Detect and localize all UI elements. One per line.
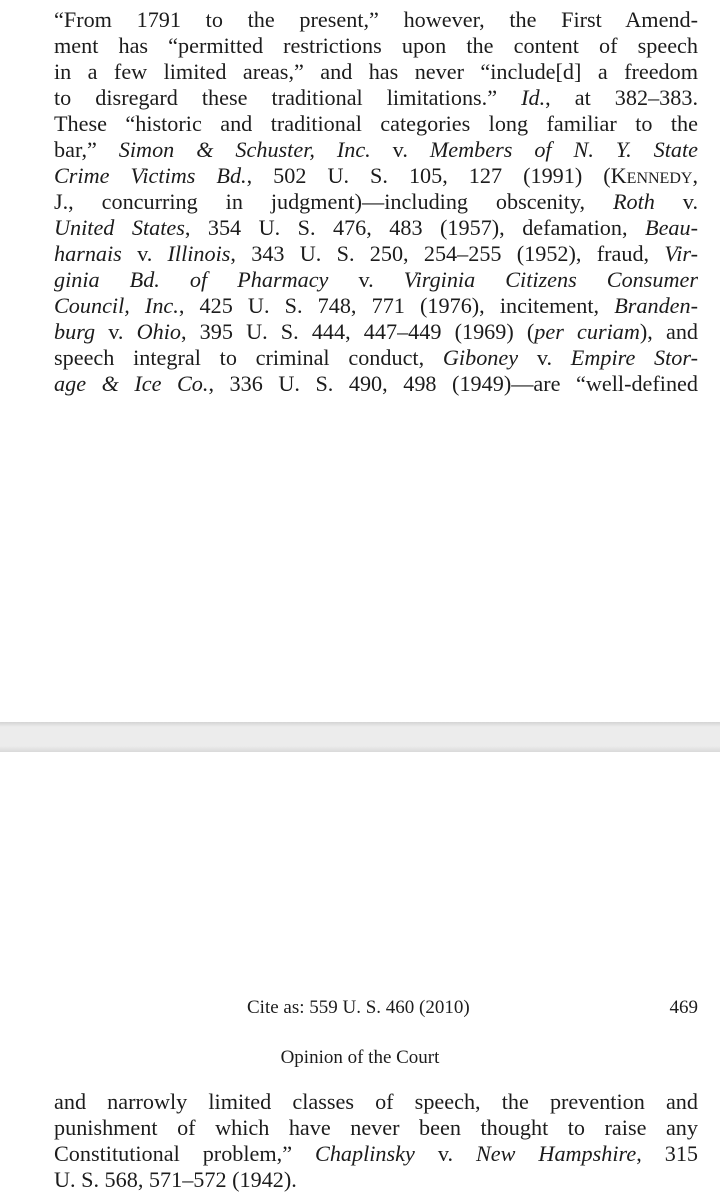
text-line: to disregard these traditional limitations.” Id., at 382–383. [54,86,698,110]
text-line: harnais v. Illinois, 343 U. S. 250, 254–255 (1952), fraud, Vir- [54,242,698,266]
text-line: in a few limited areas,” and has never “include[d] a freedom [54,60,698,84]
text-line: J., concurring in judgment)—including obscenity, Roth v. [54,190,698,214]
text-line: “From 1791 to the present,” however, the First Amend- [54,8,698,32]
section-heading: Opinion of the Court [280,1047,440,1068]
page-separator [0,722,720,752]
text-line: These “historic and traditional categories long familiar to the [54,112,698,136]
text-line: ment has “permitted restrictions upon the content of speech [54,34,698,58]
text-line: speech integral to criminal conduct, Giboney v. Empire Stor- [54,346,698,370]
text-line: ginia Bd. of Pharmacy v. Virginia Citizens Consumer [54,268,698,292]
text-line: U. S. 568, 571–572 (1942). [54,1168,297,1192]
text-line: punishment of which have never been thought to raise any [54,1116,698,1140]
text-line: and narrowly limited classes of speech, the prevention and [54,1090,698,1114]
text-line: United States, 354 U. S. 476, 483 (1957), defamation, Beau- [54,216,698,240]
text-line: bar,” Simon & Schuster, Inc. v. Members of N. Y. State [54,138,698,162]
page-number: 469 [669,997,698,1018]
text-line: Constitutional problem,” Chaplinsky v. New Hampshire, 315 [54,1142,698,1166]
running-head: Cite as: 559 U. S. 460 (2010) [247,997,470,1018]
text-line: age & Ice Co., 336 U. S. 490, 498 (1949)—are “well-defined [54,372,698,396]
text-line: Council, Inc., 425 U. S. 748, 771 (1976), incitement, Branden- [54,294,698,318]
text-line: Crime Victims Bd., 502 U. S. 105, 127 (1991) (Kennedy, [54,164,698,188]
text-line: burg v. Ohio, 395 U. S. 444, 447–449 (1969) (per curiam), and [54,320,698,344]
